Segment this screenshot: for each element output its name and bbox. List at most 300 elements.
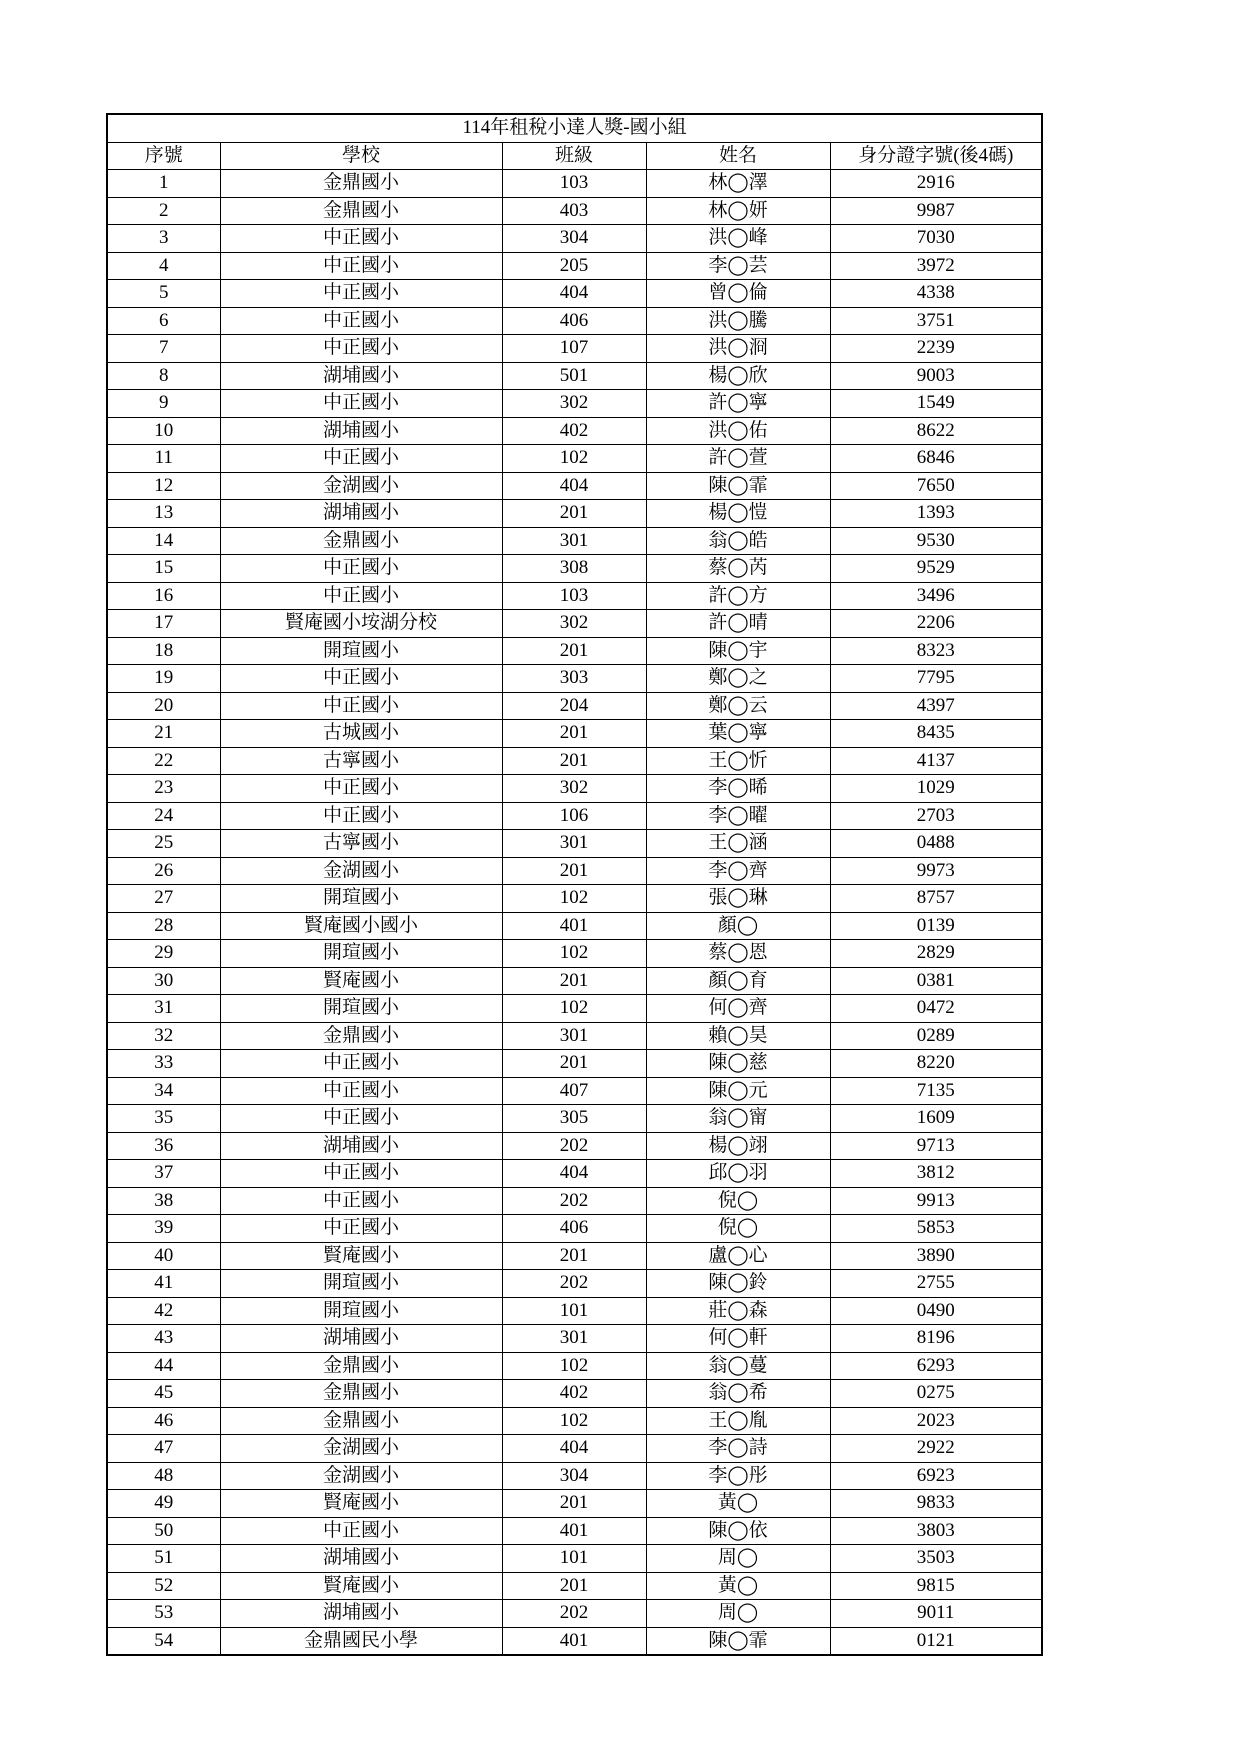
- id-last4-cell: 4338: [830, 280, 1042, 308]
- school-cell: 開瑄國小: [220, 1270, 502, 1298]
- id-last4-cell: 7030: [830, 225, 1042, 253]
- class-cell: 102: [502, 445, 646, 473]
- header-class: 班級: [502, 142, 646, 170]
- class-cell: 201: [502, 637, 646, 665]
- school-cell: 賢庵國小: [220, 967, 502, 995]
- class-cell: 301: [502, 1325, 646, 1353]
- table-row: [107, 1270, 1042, 1298]
- school-cell: 中正國小: [220, 1105, 502, 1133]
- id-last4-cell: 3890: [830, 1242, 1042, 1270]
- table-row: [107, 1572, 1042, 1600]
- name-cell: 王◯胤: [646, 1407, 830, 1435]
- table-row: [107, 1380, 1042, 1408]
- class-cell: 402: [502, 417, 646, 445]
- table-row: [107, 280, 1042, 308]
- name-cell: 李◯芸: [646, 252, 830, 280]
- serial-cell: 15: [107, 555, 220, 583]
- name-cell: 鄭◯之: [646, 665, 830, 693]
- serial-cell: 37: [107, 1160, 220, 1188]
- school-cell: 金湖國小: [220, 1435, 502, 1463]
- name-cell: 曾◯倫: [646, 280, 830, 308]
- school-cell: 金鼎國小: [220, 1407, 502, 1435]
- table-row: [107, 1545, 1042, 1573]
- table-row: [107, 610, 1042, 638]
- serial-cell: 47: [107, 1435, 220, 1463]
- header-id-last4: 身分證字號(後4碼): [830, 142, 1042, 170]
- id-last4-cell: 3972: [830, 252, 1042, 280]
- school-cell: 中正國小: [220, 445, 502, 473]
- class-cell: 101: [502, 1297, 646, 1325]
- school-cell: 湖埔國小: [220, 1325, 502, 1353]
- name-cell: 何◯軒: [646, 1325, 830, 1353]
- school-cell: 開瑄國小: [220, 637, 502, 665]
- serial-cell: 16: [107, 582, 220, 610]
- table-row: [107, 472, 1042, 500]
- name-cell: 陳◯慈: [646, 1050, 830, 1078]
- serial-cell: 4: [107, 252, 220, 280]
- class-cell: 301: [502, 527, 646, 555]
- school-cell: 中正國小: [220, 1160, 502, 1188]
- school-cell: 中正國小: [220, 280, 502, 308]
- class-cell: 302: [502, 775, 646, 803]
- name-cell: 翁◯希: [646, 1380, 830, 1408]
- class-cell: 404: [502, 472, 646, 500]
- id-last4-cell: 9815: [830, 1572, 1042, 1600]
- serial-cell: 48: [107, 1462, 220, 1490]
- header-name: 姓名: [646, 142, 830, 170]
- serial-cell: 35: [107, 1105, 220, 1133]
- table-row: [107, 775, 1042, 803]
- id-last4-cell: 5853: [830, 1215, 1042, 1243]
- serial-cell: 31: [107, 995, 220, 1023]
- class-cell: 406: [502, 307, 646, 335]
- serial-cell: 49: [107, 1490, 220, 1518]
- table-row: [107, 885, 1042, 913]
- table-row: [107, 665, 1042, 693]
- serial-cell: 20: [107, 692, 220, 720]
- name-cell: 李◯詩: [646, 1435, 830, 1463]
- table-body: [107, 170, 1042, 1656]
- id-last4-cell: 9529: [830, 555, 1042, 583]
- name-cell: 盧◯心: [646, 1242, 830, 1270]
- class-cell: 201: [502, 1572, 646, 1600]
- table-row: [107, 1297, 1042, 1325]
- serial-cell: 18: [107, 637, 220, 665]
- serial-cell: 44: [107, 1352, 220, 1380]
- name-cell: 倪◯: [646, 1187, 830, 1215]
- school-cell: 賢庵國小垵湖分校: [220, 610, 502, 638]
- table-row: [107, 747, 1042, 775]
- class-cell: 201: [502, 1490, 646, 1518]
- school-cell: 金鼎國民小學: [220, 1627, 502, 1655]
- name-cell: 林◯妍: [646, 197, 830, 225]
- school-cell: 金鼎國小: [220, 1022, 502, 1050]
- id-last4-cell: 1609: [830, 1105, 1042, 1133]
- name-cell: 翁◯甯: [646, 1105, 830, 1133]
- serial-cell: 25: [107, 830, 220, 858]
- school-cell: 開瑄國小: [220, 1297, 502, 1325]
- id-last4-cell: 8220: [830, 1050, 1042, 1078]
- table-row: [107, 252, 1042, 280]
- id-last4-cell: 8435: [830, 720, 1042, 748]
- serial-cell: 12: [107, 472, 220, 500]
- class-cell: 202: [502, 1132, 646, 1160]
- name-cell: 葉◯寧: [646, 720, 830, 748]
- id-last4-cell: 0139: [830, 912, 1042, 940]
- serial-cell: 9: [107, 390, 220, 418]
- class-cell: 202: [502, 1600, 646, 1628]
- table-row: [107, 335, 1042, 363]
- class-cell: 404: [502, 280, 646, 308]
- table-title: 114年租稅小達人獎-國小組: [107, 114, 1042, 142]
- table-row: [107, 1627, 1042, 1655]
- table-row: [107, 1462, 1042, 1490]
- name-cell: 李◯晞: [646, 775, 830, 803]
- id-last4-cell: 6293: [830, 1352, 1042, 1380]
- table-row: [107, 1160, 1042, 1188]
- id-last4-cell: 0488: [830, 830, 1042, 858]
- id-last4-cell: 9713: [830, 1132, 1042, 1160]
- serial-cell: 2: [107, 197, 220, 225]
- serial-cell: 24: [107, 802, 220, 830]
- name-cell: 王◯涵: [646, 830, 830, 858]
- id-last4-cell: 9003: [830, 362, 1042, 390]
- serial-cell: 53: [107, 1600, 220, 1628]
- name-cell: 顏◯育: [646, 967, 830, 995]
- table-row: [107, 1132, 1042, 1160]
- serial-cell: 5: [107, 280, 220, 308]
- serial-cell: 34: [107, 1077, 220, 1105]
- school-cell: 金鼎國小: [220, 1352, 502, 1380]
- serial-cell: 38: [107, 1187, 220, 1215]
- serial-cell: 51: [107, 1545, 220, 1573]
- serial-cell: 19: [107, 665, 220, 693]
- school-cell: 賢庵國小國小: [220, 912, 502, 940]
- class-cell: 501: [502, 362, 646, 390]
- table-title-row: [107, 114, 1042, 142]
- serial-cell: 32: [107, 1022, 220, 1050]
- class-cell: 102: [502, 1352, 646, 1380]
- id-last4-cell: 6846: [830, 445, 1042, 473]
- school-cell: 中正國小: [220, 252, 502, 280]
- name-cell: 陳◯宇: [646, 637, 830, 665]
- id-last4-cell: 3496: [830, 582, 1042, 610]
- name-cell: 邱◯羽: [646, 1160, 830, 1188]
- table-row: [107, 1050, 1042, 1078]
- id-last4-cell: 2922: [830, 1435, 1042, 1463]
- name-cell: 洪◯騰: [646, 307, 830, 335]
- school-cell: 湖埔國小: [220, 362, 502, 390]
- school-cell: 古寧國小: [220, 830, 502, 858]
- table-row: [107, 637, 1042, 665]
- name-cell: 楊◯欣: [646, 362, 830, 390]
- name-cell: 翁◯皓: [646, 527, 830, 555]
- id-last4-cell: 2755: [830, 1270, 1042, 1298]
- school-cell: 湖埔國小: [220, 1600, 502, 1628]
- class-cell: 302: [502, 390, 646, 418]
- id-last4-cell: 2206: [830, 610, 1042, 638]
- school-cell: 中正國小: [220, 1050, 502, 1078]
- header-serial: 序號: [107, 142, 220, 170]
- table-row: [107, 1517, 1042, 1545]
- table-row: [107, 170, 1042, 198]
- serial-cell: 42: [107, 1297, 220, 1325]
- table-row: [107, 197, 1042, 225]
- name-cell: 洪◯浻: [646, 335, 830, 363]
- class-cell: 201: [502, 857, 646, 885]
- table-row: [107, 802, 1042, 830]
- table-row: [107, 1435, 1042, 1463]
- name-cell: 張◯琳: [646, 885, 830, 913]
- class-cell: 402: [502, 1380, 646, 1408]
- id-last4-cell: 2703: [830, 802, 1042, 830]
- serial-cell: 23: [107, 775, 220, 803]
- id-last4-cell: 6923: [830, 1462, 1042, 1490]
- id-last4-cell: 4397: [830, 692, 1042, 720]
- school-cell: 中正國小: [220, 665, 502, 693]
- school-cell: 中正國小: [220, 1215, 502, 1243]
- school-cell: 賢庵國小: [220, 1242, 502, 1270]
- table-row: [107, 1187, 1042, 1215]
- table-row: [107, 857, 1042, 885]
- table-row: [107, 390, 1042, 418]
- id-last4-cell: 8323: [830, 637, 1042, 665]
- name-cell: 王◯忻: [646, 747, 830, 775]
- serial-cell: 10: [107, 417, 220, 445]
- name-cell: 陳◯霏: [646, 472, 830, 500]
- class-cell: 204: [502, 692, 646, 720]
- class-cell: 201: [502, 747, 646, 775]
- school-cell: 開瑄國小: [220, 940, 502, 968]
- table-row: [107, 362, 1042, 390]
- id-last4-cell: 9973: [830, 857, 1042, 885]
- table-header-row: [107, 142, 1042, 170]
- id-last4-cell: 0381: [830, 967, 1042, 995]
- serial-cell: 54: [107, 1627, 220, 1655]
- header-school: 學校: [220, 142, 502, 170]
- serial-cell: 21: [107, 720, 220, 748]
- school-cell: 金鼎國小: [220, 170, 502, 198]
- id-last4-cell: 2916: [830, 170, 1042, 198]
- serial-cell: 52: [107, 1572, 220, 1600]
- class-cell: 103: [502, 170, 646, 198]
- table-row: [107, 912, 1042, 940]
- school-cell: 中正國小: [220, 1517, 502, 1545]
- school-cell: 湖埔國小: [220, 500, 502, 528]
- table-row: [107, 720, 1042, 748]
- school-cell: 賢庵國小: [220, 1572, 502, 1600]
- name-cell: 倪◯: [646, 1215, 830, 1243]
- serial-cell: 11: [107, 445, 220, 473]
- name-cell: 許◯寧: [646, 390, 830, 418]
- id-last4-cell: 9987: [830, 197, 1042, 225]
- table-row: [107, 1242, 1042, 1270]
- name-cell: 洪◯峰: [646, 225, 830, 253]
- id-last4-cell: 3503: [830, 1545, 1042, 1573]
- name-cell: 黃◯: [646, 1572, 830, 1600]
- table-row: [107, 1077, 1042, 1105]
- name-cell: 林◯澤: [646, 170, 830, 198]
- table-row: [107, 307, 1042, 335]
- serial-cell: 41: [107, 1270, 220, 1298]
- serial-cell: 28: [107, 912, 220, 940]
- name-cell: 陳◯元: [646, 1077, 830, 1105]
- id-last4-cell: 0490: [830, 1297, 1042, 1325]
- name-cell: 鄭◯云: [646, 692, 830, 720]
- name-cell: 何◯齊: [646, 995, 830, 1023]
- school-cell: 中正國小: [220, 335, 502, 363]
- serial-cell: 33: [107, 1050, 220, 1078]
- school-cell: 中正國小: [220, 802, 502, 830]
- class-cell: 201: [502, 500, 646, 528]
- award-list-table: [106, 113, 1043, 1656]
- id-last4-cell: 3751: [830, 307, 1042, 335]
- id-last4-cell: 8757: [830, 885, 1042, 913]
- serial-cell: 30: [107, 967, 220, 995]
- table-row: [107, 692, 1042, 720]
- class-cell: 304: [502, 1462, 646, 1490]
- id-last4-cell: 7650: [830, 472, 1042, 500]
- id-last4-cell: 2829: [830, 940, 1042, 968]
- serial-cell: 45: [107, 1380, 220, 1408]
- id-last4-cell: 1029: [830, 775, 1042, 803]
- class-cell: 403: [502, 197, 646, 225]
- table-row: [107, 940, 1042, 968]
- id-last4-cell: 9833: [830, 1490, 1042, 1518]
- name-cell: 賴◯昊: [646, 1022, 830, 1050]
- serial-cell: 17: [107, 610, 220, 638]
- name-cell: 洪◯佑: [646, 417, 830, 445]
- school-cell: 中正國小: [220, 582, 502, 610]
- table-row: [107, 225, 1042, 253]
- school-cell: 金湖國小: [220, 1462, 502, 1490]
- id-last4-cell: 8196: [830, 1325, 1042, 1353]
- school-cell: 中正國小: [220, 555, 502, 583]
- name-cell: 周◯: [646, 1545, 830, 1573]
- id-last4-cell: 2023: [830, 1407, 1042, 1435]
- id-last4-cell: 9011: [830, 1600, 1042, 1628]
- class-cell: 106: [502, 802, 646, 830]
- school-cell: 金湖國小: [220, 857, 502, 885]
- name-cell: 陳◯鈴: [646, 1270, 830, 1298]
- table-row: [107, 1490, 1042, 1518]
- id-last4-cell: 4137: [830, 747, 1042, 775]
- id-last4-cell: 1393: [830, 500, 1042, 528]
- class-cell: 201: [502, 967, 646, 995]
- class-cell: 102: [502, 1407, 646, 1435]
- class-cell: 101: [502, 1545, 646, 1573]
- serial-cell: 14: [107, 527, 220, 555]
- name-cell: 陳◯依: [646, 1517, 830, 1545]
- school-cell: 中正國小: [220, 775, 502, 803]
- table-row: [107, 1352, 1042, 1380]
- table-row: [107, 1022, 1042, 1050]
- table-row: [107, 995, 1042, 1023]
- school-cell: 湖埔國小: [220, 417, 502, 445]
- class-cell: 407: [502, 1077, 646, 1105]
- name-cell: 李◯彤: [646, 1462, 830, 1490]
- class-cell: 303: [502, 665, 646, 693]
- school-cell: 中正國小: [220, 225, 502, 253]
- class-cell: 102: [502, 995, 646, 1023]
- name-cell: 黃◯: [646, 1490, 830, 1518]
- table-row: [107, 445, 1042, 473]
- class-cell: 305: [502, 1105, 646, 1133]
- school-cell: 開瑄國小: [220, 885, 502, 913]
- table-row: [107, 1215, 1042, 1243]
- school-cell: 開瑄國小: [220, 995, 502, 1023]
- name-cell: 陳◯霏: [646, 1627, 830, 1655]
- school-cell: 金鼎國小: [220, 527, 502, 555]
- school-cell: 金鼎國小: [220, 1380, 502, 1408]
- class-cell: 202: [502, 1187, 646, 1215]
- id-last4-cell: 0121: [830, 1627, 1042, 1655]
- school-cell: 金湖國小: [220, 472, 502, 500]
- id-last4-cell: 9530: [830, 527, 1042, 555]
- table-row: [107, 500, 1042, 528]
- class-cell: 404: [502, 1435, 646, 1463]
- class-cell: 304: [502, 225, 646, 253]
- serial-cell: 6: [107, 307, 220, 335]
- id-last4-cell: 0472: [830, 995, 1042, 1023]
- id-last4-cell: 0289: [830, 1022, 1042, 1050]
- table-row: [107, 1600, 1042, 1628]
- serial-cell: 50: [107, 1517, 220, 1545]
- name-cell: 楊◯翊: [646, 1132, 830, 1160]
- class-cell: 201: [502, 720, 646, 748]
- class-cell: 301: [502, 830, 646, 858]
- serial-cell: 46: [107, 1407, 220, 1435]
- id-last4-cell: 7135: [830, 1077, 1042, 1105]
- school-cell: 中正國小: [220, 307, 502, 335]
- serial-cell: 43: [107, 1325, 220, 1353]
- serial-cell: 36: [107, 1132, 220, 1160]
- class-cell: 401: [502, 1627, 646, 1655]
- id-last4-cell: 3803: [830, 1517, 1042, 1545]
- name-cell: 李◯齊: [646, 857, 830, 885]
- name-cell: 許◯晴: [646, 610, 830, 638]
- id-last4-cell: 9913: [830, 1187, 1042, 1215]
- name-cell: 蔡◯恩: [646, 940, 830, 968]
- id-last4-cell: 3812: [830, 1160, 1042, 1188]
- table-row: [107, 1407, 1042, 1435]
- school-cell: 中正國小: [220, 692, 502, 720]
- class-cell: 401: [502, 912, 646, 940]
- serial-cell: 22: [107, 747, 220, 775]
- class-cell: 401: [502, 1517, 646, 1545]
- school-cell: 古寧國小: [220, 747, 502, 775]
- class-cell: 102: [502, 885, 646, 913]
- school-cell: 古城國小: [220, 720, 502, 748]
- class-cell: 201: [502, 1050, 646, 1078]
- serial-cell: 27: [107, 885, 220, 913]
- class-cell: 103: [502, 582, 646, 610]
- name-cell: 許◯方: [646, 582, 830, 610]
- table-row: [107, 967, 1042, 995]
- table-row: [107, 582, 1042, 610]
- serial-cell: 26: [107, 857, 220, 885]
- serial-cell: 40: [107, 1242, 220, 1270]
- class-cell: 301: [502, 1022, 646, 1050]
- serial-cell: 13: [107, 500, 220, 528]
- name-cell: 翁◯蔓: [646, 1352, 830, 1380]
- name-cell: 莊◯森: [646, 1297, 830, 1325]
- name-cell: 蔡◯芮: [646, 555, 830, 583]
- school-cell: 中正國小: [220, 1187, 502, 1215]
- serial-cell: 29: [107, 940, 220, 968]
- class-cell: 406: [502, 1215, 646, 1243]
- name-cell: 顏◯: [646, 912, 830, 940]
